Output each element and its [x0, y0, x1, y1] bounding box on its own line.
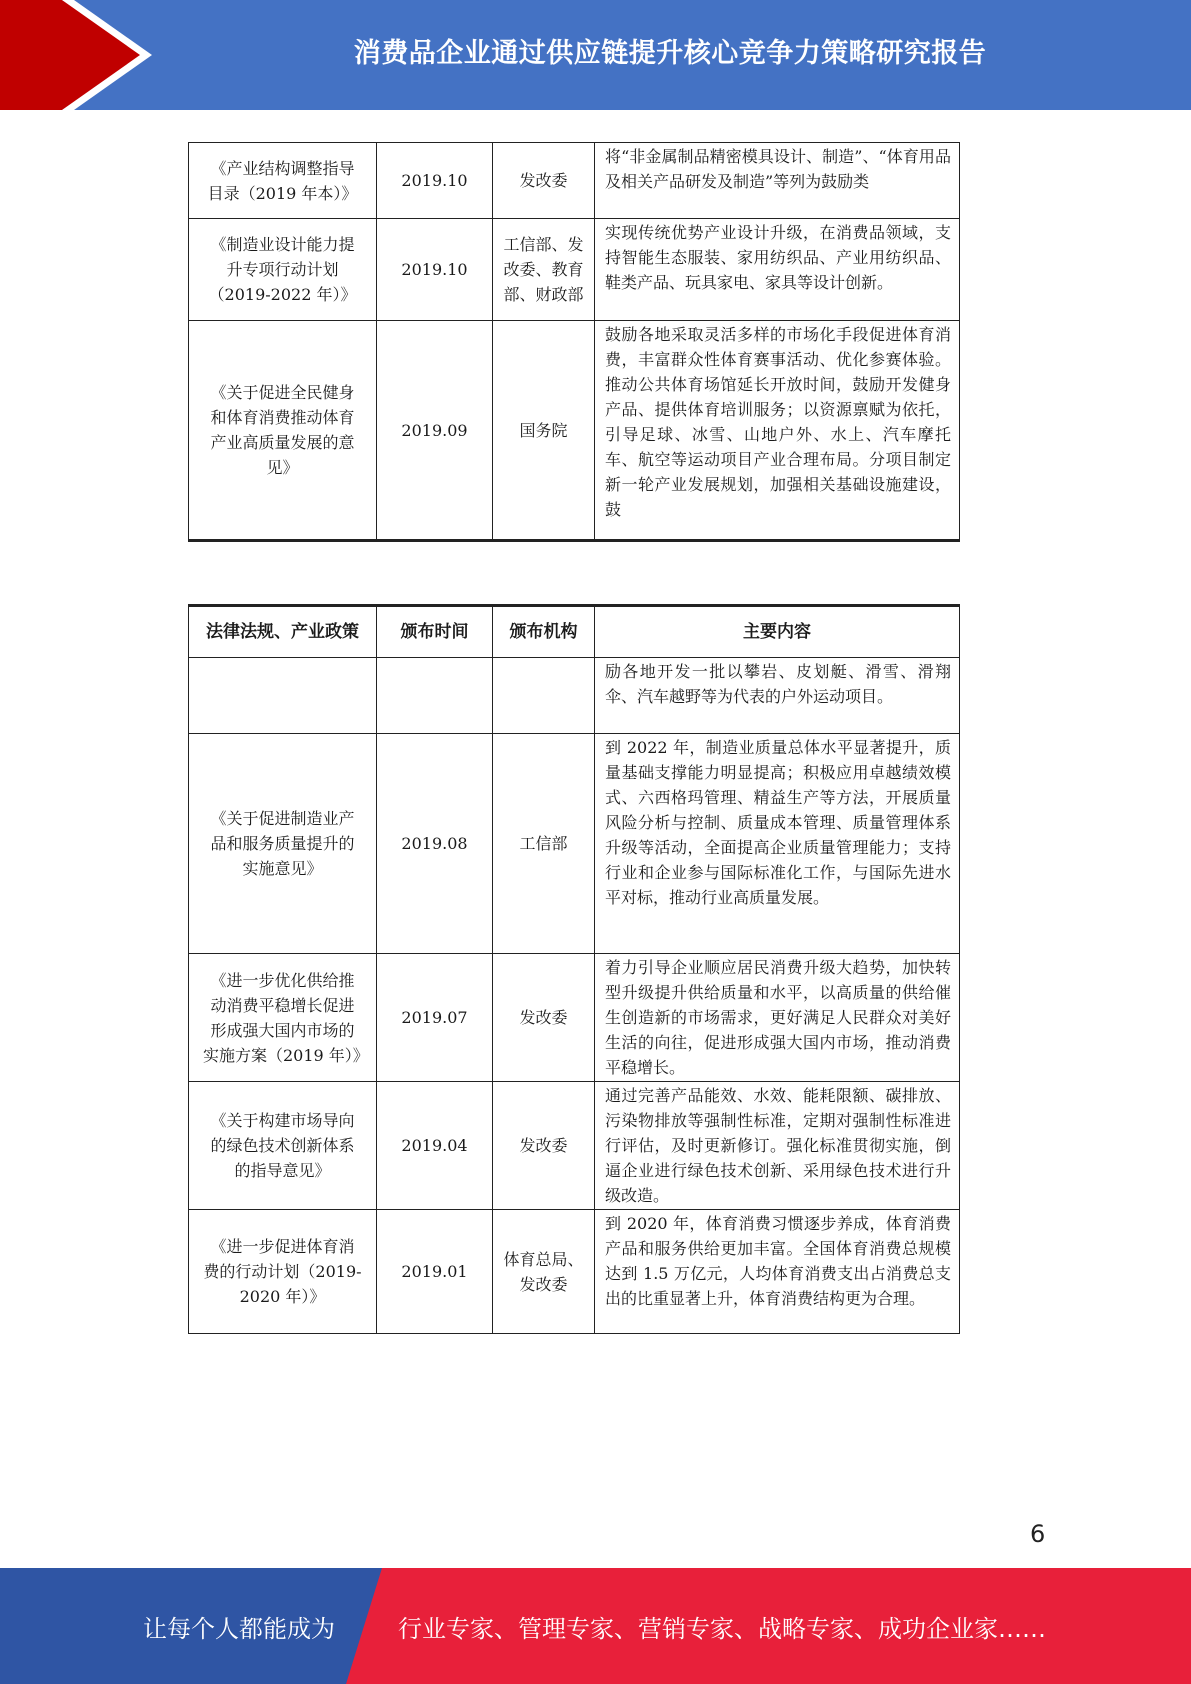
policy-name — [189, 658, 377, 734]
table-row — [189, 219, 960, 321]
policy-name: 《关于促进全民健身和体育消费推动体育产业高质量发展的意见》 — [189, 321, 377, 541]
page-header — [0, 0, 1191, 110]
policy-table-bottom — [188, 604, 960, 1334]
table-row — [189, 954, 960, 1082]
policy-content: 实现传统优势产业设计升级，在消费品领域，支持智能生态服装、家用纺织品、产业用纺织品、鞋类产品、玩具家电、家具等设计创新。 — [595, 219, 960, 321]
policy-date — [377, 658, 493, 734]
column-header-content: 主要内容 — [595, 606, 960, 658]
policy-name: 《进一步优化供给推动消费平稳增长促进形成强大国内市场的实施方案（2019 年）》 — [189, 954, 377, 1082]
column-header-date: 颁布时间 — [377, 606, 493, 658]
policy-org: 体育总局、发改委 — [493, 1210, 595, 1334]
policy-content: 通过完善产品能效、水效、能耗限额、碳排放、污染物排放等强制性标准，定期对强制性标准进行评估，及时更新修订。强化标准贯彻实施，倒逼企业进行绿色技术创新、采用绿色技术进行升级改造。 — [595, 1082, 960, 1210]
policy-content: 到 2022 年，制造业质量总体水平显著提升，质量基础支撑能力明显提高；积极应用卓越绩效模式、六西格玛管理、精益生产等方法，开展质量风险分析与控制、质量成本管理、质量管理体系升级等活动，全面提高企业质量管理能力；支持行业和企业参与国际标准化工作，与国际先进水平对标，推动行业高质量发展。 — [595, 734, 960, 954]
table-header-row — [189, 606, 960, 658]
page-footer — [0, 1568, 1191, 1684]
table-row — [189, 321, 960, 541]
policy-name: 《产业结构调整指导目录（2019 年本）》 — [189, 143, 377, 219]
policy-org: 发改委 — [493, 954, 595, 1082]
page-number: 6 — [1030, 1520, 1046, 1548]
policy-org: 工信部 — [493, 734, 595, 954]
table-row — [189, 1082, 960, 1210]
policy-org: 国务院 — [493, 321, 595, 541]
policy-date: 2019.04 — [377, 1082, 493, 1210]
table-row — [189, 734, 960, 954]
table-row — [189, 143, 960, 219]
table-row — [189, 1210, 960, 1334]
policy-content: 励各地开发一批以攀岩、皮划艇、滑雪、滑翔伞、汽车越野等为代表的户外运动项目。 — [595, 658, 960, 734]
table-row — [189, 658, 960, 734]
policy-name: 《制造业设计能力提升专项行动计划（2019-2022 年）》 — [189, 219, 377, 321]
policy-content: 将“非金属制品精密模具设计、制造”、“体育用品及相关产品研发及制造”等列为鼓励类 — [595, 143, 960, 219]
policy-date: 2019.08 — [377, 734, 493, 954]
policy-content: 着力引导企业顺应居民消费升级大趋势，加快转型升级提升供给质量和水平，以高质量的供给催生创造新的市场需求，更好满足人民群众对美好生活的向往，促进形成强大国内市场，推动消费平稳增长。 — [595, 954, 960, 1082]
policy-org: 工信部、发改委、教育部、财政部 — [493, 219, 595, 321]
policy-date: 2019.09 — [377, 321, 493, 541]
policy-date: 2019.01 — [377, 1210, 493, 1334]
report-title: 消费品企业通过供应链提升核心竞争力策略研究报告 — [353, 37, 987, 69]
footer-slogan-left: 让每个人都能成为 — [143, 1614, 335, 1643]
chevron-decoration — [0, 0, 160, 110]
policy-name: 《关于构建市场导向的绿色技术创新体系的指导意见》 — [189, 1082, 377, 1210]
policy-date: 2019.07 — [377, 954, 493, 1082]
column-header-policy: 法律法规、产业政策 — [189, 606, 377, 658]
footer-slogan-right: 行业专家、管理专家、营销专家、战略专家、成功企业家…… — [398, 1614, 1046, 1643]
policy-org: 发改委 — [493, 1082, 595, 1210]
column-header-org: 颁布机构 — [493, 606, 595, 658]
policy-table-top — [188, 142, 960, 542]
policy-name: 《进一步促进体育消费的行动计划（2019-2020 年）》 — [189, 1210, 377, 1334]
policy-org: 发改委 — [493, 143, 595, 219]
policy-name: 《关于促进制造业产品和服务质量提升的实施意见》 — [189, 734, 377, 954]
policy-date: 2019.10 — [377, 143, 493, 219]
policy-date: 2019.10 — [377, 219, 493, 321]
policy-content: 到 2020 年，体育消费习惯逐步养成，体育消费产品和服务供给更加丰富。全国体育消费总规模达到 1.5 万亿元，人均体育消费支出占消费总支出的比重显著上升，体育消费结构更为合理。 — [595, 1210, 960, 1334]
policy-org — [493, 658, 595, 734]
policy-content: 鼓励各地采取灵活多样的市场化手段促进体育消费，丰富群众性体育赛事活动、优化参赛体验。推动公共体育场馆延长开放时间，鼓励开发健身产品、提供体育培训服务；以资源禀赋为依托，引导足球、冰雪、山地户外、水上、汽车摩托车、航空等运动项目产业合理布局。分项目制定新一轮产业发展规划，加强相关基础设施建设，鼓 — [595, 321, 960, 541]
